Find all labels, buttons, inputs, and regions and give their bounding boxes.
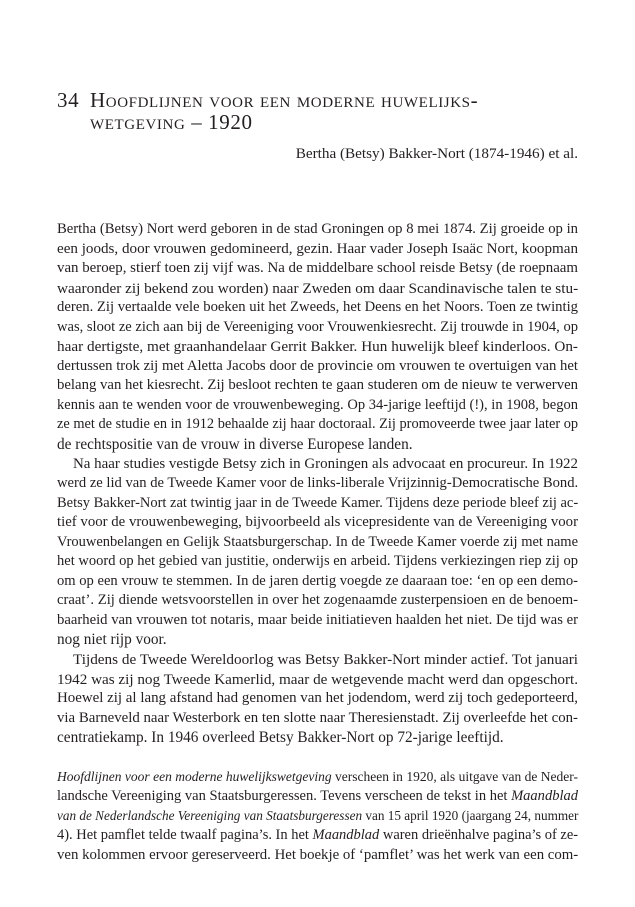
text-line: centratiekamp. In 1946 overleed Betsy Bakker-Nort op 72-jarige leeftijd.: [57, 729, 504, 747]
text-run: landsche Vereeniging van Staatsburgeressen. Tevens verscheen de tekst in het: [57, 787, 512, 804]
text-line: Tijdens de Tweede Wereldoorlog was Betsy Bakker-Nort minder actief. Tot januari: [73, 651, 578, 669]
italic-title: Maandblad: [511, 787, 579, 804]
text-line: dertussen trok zij met Aletta Jacobs door de provincie om vrouwen te overtuigen van het: [57, 357, 578, 374]
text-line: een joods, door vrouwen gedomineerd, gezin. Haar vader Joseph Isaäc Nort, koopman: [57, 240, 578, 257]
text-line: [57, 806, 578, 826]
section-gap: [57, 748, 578, 768]
text-line: Betsy Bakker-Nort zat twintig jaar in de Tweede Kamer. Tijdens deze periode bleef zij ac-: [57, 494, 579, 511]
text-line: tief voor de vrouwenbeweging, bijvoorbeeld als vicepresidente van de Vereeniging voor: [57, 514, 578, 531]
chapter-number: 34: [57, 88, 80, 112]
text-line: deren. Zij vertaalde vele boeken uit het Zweeds, het Deens en het Noors. Toen ze twintig: [57, 299, 579, 316]
text-line: kennis aan te wenden voor de vrouwenbeweging. Op 34-jarige leeftijd (!), in 1908, begon: [57, 396, 578, 413]
text-line: waaronder zij bekend zou worden) naar Zweden om daar Scandinavische talen te stu-: [57, 279, 579, 297]
paragraph-biography-war: [57, 650, 578, 748]
author-attribution: Bertha (Betsy) Bakker-Nort (1874-1946) et al.: [295, 145, 578, 162]
text-line: [57, 767, 578, 787]
text-run: 4). Het pamflet telde twaalf pagina’s. In het: [57, 826, 313, 843]
text-line: werd ze lid van de Tweede Kamer voor de links-liberale Vrijzinnig-Democratische Bond.: [57, 475, 579, 492]
paragraph-biography-career: [57, 455, 578, 650]
text-line: de rechtspositie van de vrouw in diverse Europese landen.: [57, 436, 413, 454]
text-line: van beroep, stierf toen zij vijf was. Na de middelbare school reisde Betsy (de roepnaam: [57, 260, 578, 277]
chapter-title-line-1: Hoofdlijnen voor een moderne huwelijks-: [90, 88, 479, 112]
body-text: [57, 220, 578, 865]
italic-title: Hoofdlijnen voor een moderne huwelijkswetgeving: [57, 769, 332, 785]
text-line: nog niet rijp voor.: [57, 631, 167, 649]
chapter-title-line-2: wetgeving – 1920: [90, 110, 253, 134]
text-line: ven kolommen ervoor gereserveerd. Het boekje of ‘pamflet’ was het werk van een com-: [57, 846, 579, 863]
text-line: Hoewel zij al lang afstand had genomen van het jodendom, werd zij toch gedeporteerd,: [57, 690, 578, 707]
text-line: haar dertigste, met graanhandelaar Gerrit Bakker. Hun huwelijk bleef kinderloos. On-: [57, 338, 578, 356]
text-line: was, sloot ze zich aan bij de Vereeniging voor Vrouwenkiesrecht. Zij trouwde in 1904, op: [57, 318, 578, 335]
text-line: craat’. Zij diende wetsvoorstellen in over het zogenaamde zusterpensioen en de benoem-: [57, 592, 578, 609]
text-line: Bertha (Betsy) Nort werd geboren in de stad Groningen op 8 mei 1874. Zij groeide op in: [57, 221, 578, 237]
text-run: van 15 april 1920 (jaargang 24, nummer: [362, 808, 579, 824]
text-line: om op een vrouw te stemmen. In de jaren dertig voegde ze daaraan toe: ‘en op een demo-: [57, 572, 578, 589]
text-line: Na haar studies vestigde Betsy zich in Groningen als advocaat en procureur. In 1922: [73, 455, 578, 472]
italic-title: Maandblad: [312, 826, 380, 843]
paragraph-publication-note: [57, 767, 578, 865]
italic-title: van de Nederlandsche Vereeniging van Staatsburgeressen: [57, 808, 363, 824]
text-line: via Barneveld naar Westerbork en ten slotte naar Theresienstadt. Zij overleefde het con-: [57, 709, 578, 726]
text-run: waren drieënhalve pagina’s of ze-: [379, 826, 579, 843]
text-line: 1942 was zij nog Tweede Kamerlid, maar de wetgevende macht werd dan opgeschort.: [57, 670, 578, 688]
text-run: verscheen in 1920, als uitgave van de Neder-: [331, 769, 579, 785]
text-line: Vrouwenbelangen en Gelijk Staatsburgerschap. In de Tweede Kamer voerde zij met name: [57, 533, 578, 550]
chapter-title: [90, 89, 580, 133]
paragraph-biography-early-life: [57, 220, 578, 455]
text-line: het woord op het gebied van justitie, onderwijs en arbeid. Tijdens verkiezingen riep zij op: [57, 553, 578, 570]
text-line: baarheid van vrouwen tot notaris, maar beide initiatieven haalden het niet. De tijd was er: [57, 611, 578, 628]
text-line: belang van het kiesrecht. Zij besloot rechten te gaan studeren om de nieuw te verwerven: [57, 377, 578, 394]
text-line: [57, 826, 578, 846]
text-line: ze met de studie en in 1912 behaalde zij haar doctoraal. Zij promoveerde twee jaar later op: [57, 416, 579, 433]
text-line: [57, 787, 578, 807]
